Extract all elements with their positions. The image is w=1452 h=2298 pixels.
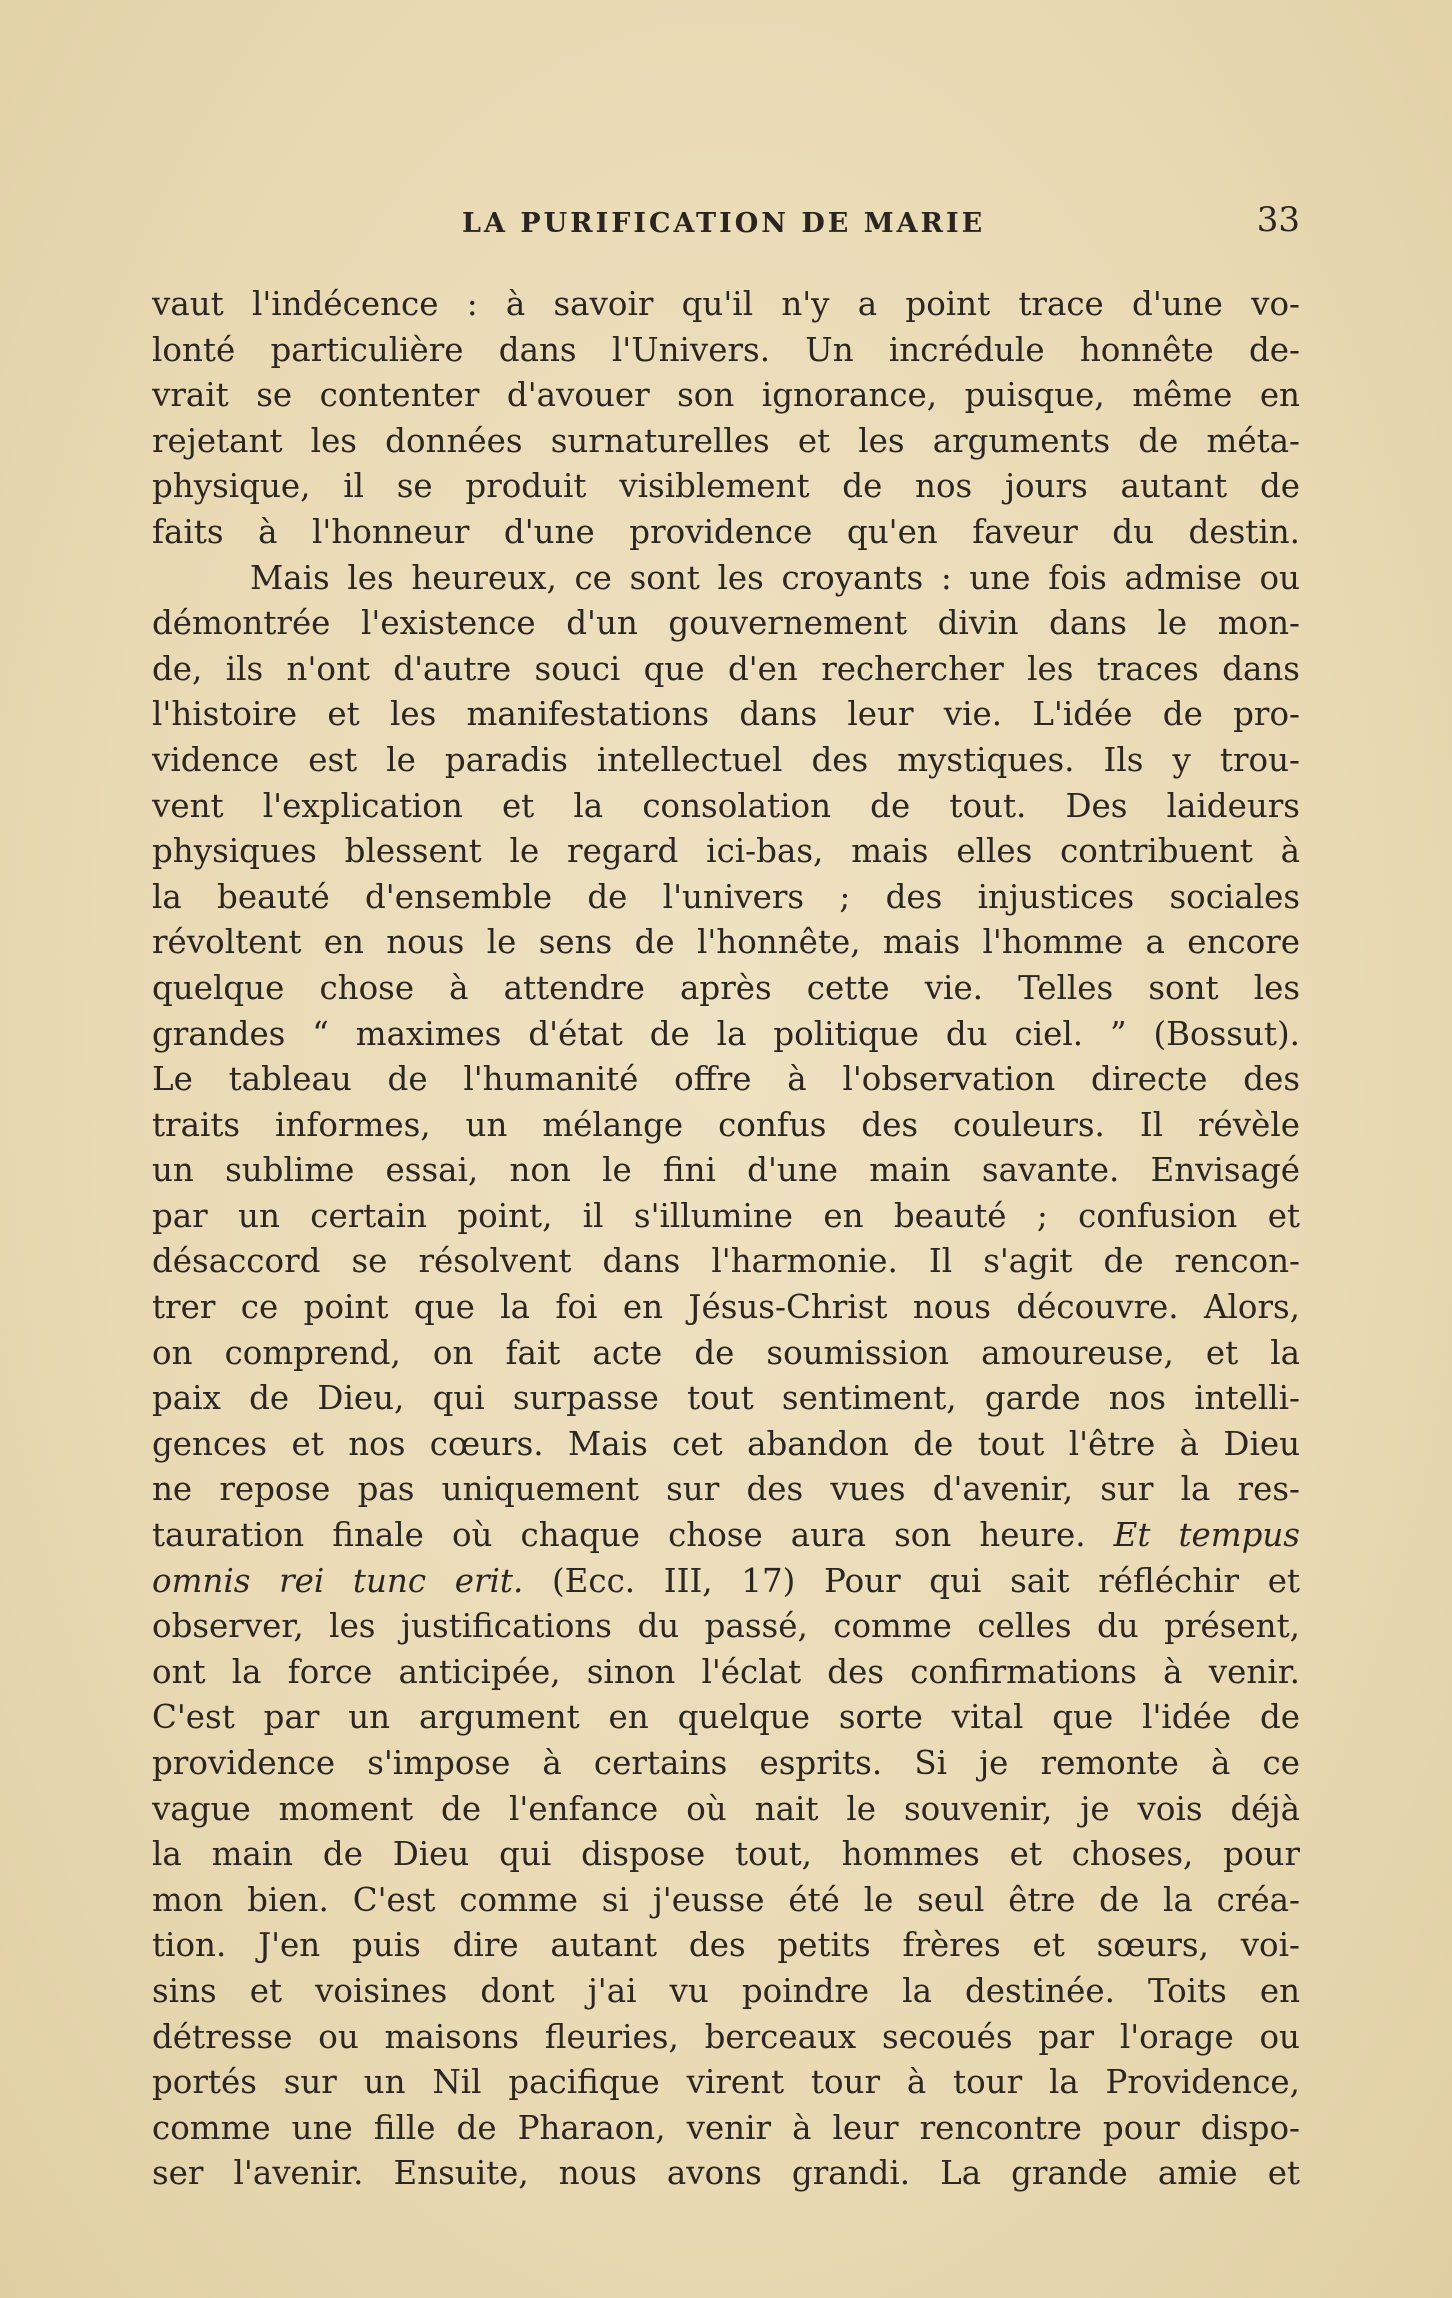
text-line xyxy=(152,1559,1300,1605)
text-line: démontrée l'existence d'un gouvernement divin dans le mon- xyxy=(152,604,1300,643)
text-line: observer, les justifications du passé, comme celles du présent, xyxy=(152,1607,1300,1646)
text-line: la beauté d'ensemble de l'univers ; des injustices sociales xyxy=(152,877,1300,916)
text-line: Le tableau de l'humanité offre à l'observation directe des xyxy=(152,1060,1300,1099)
text-line: vidence est le paradis intellectuel des mystiques. Ils y trou- xyxy=(152,740,1300,779)
latin-quote-part-2: omnis rei tunc erit. xyxy=(152,1561,524,1600)
text-line: providence s'impose à certains esprits. Si je remonte à ce xyxy=(152,1744,1300,1782)
text-line: de, ils n'ont d'autre souci que d'en rechercher les traces dans xyxy=(152,649,1300,688)
text-line: paix de Dieu, qui surpasse tout sentiment, garde nos intelli- xyxy=(152,1379,1300,1418)
text-line: lonté particulière dans l'Univers. Un incrédule honnête de- xyxy=(152,330,1300,369)
text-line: détresse ou maisons fleuries, berceaux secoués par l'orage ou xyxy=(152,2017,1300,2056)
page-header xyxy=(152,200,1300,250)
text-line: trer ce point que la foi en Jésus-Christ nous découvre. Alors, xyxy=(152,1288,1300,1327)
text-line: vrait se contenter d'avouer son ignorance, puisque, même en xyxy=(152,376,1300,415)
text-line: tion. J'en puis dire autant des petits frères et sœurs, voi- xyxy=(152,1926,1300,1965)
text-line: traits informes, un mélange confus des couleurs. Il révèle xyxy=(152,1105,1300,1144)
text-line: faits à l'honneur d'une providence qu'en faveur du destin. xyxy=(152,512,1300,551)
running-head: LA PURIFICATION DE MARIE xyxy=(462,208,986,239)
text-line: vague moment de l'enfance où nait le souvenir, je vois déjà xyxy=(152,1789,1300,1828)
text-line: on comprend, on fait acte de soumission amoureuse, et la xyxy=(152,1333,1300,1372)
text-segment: tauration finale où chaque chose aura son heure. xyxy=(152,1516,1086,1555)
text-line: ser l'avenir. Ensuite, nous avons grandi. La grande amie et xyxy=(152,2154,1300,2193)
text-line: l'histoire et les manifestations dans leur vie. L'idée de pro- xyxy=(152,695,1300,734)
text-line: vent l'explication et la consolation de tout. Des laideurs xyxy=(152,786,1300,825)
body-text xyxy=(152,282,1300,2197)
text-line: grandes “ maximes d'état de la politique du ciel. ” (Bossut). xyxy=(152,1014,1300,1053)
text-line: physiques blessent le regard ici-bas, mais elles contribuent à xyxy=(152,832,1300,871)
text-line: portés sur un Nil pacifique virent tour à tour la Providence, xyxy=(152,2063,1300,2102)
page-number: 33 xyxy=(1256,200,1300,240)
text-line: quelque chose à attendre après cette vie. Telles sont les xyxy=(152,968,1300,1007)
text-line: un sublime essai, non le fini d'une main savante. Envisagé xyxy=(152,1151,1300,1190)
text-line: révoltent en nous le sens de l'honnête, mais l'homme a encore xyxy=(152,923,1300,962)
text-line: sins et voisines dont j'ai vu poindre la destinée. Toits en xyxy=(152,1971,1300,2010)
text-line: la main de Dieu qui dispose tout, hommes et choses, pour xyxy=(152,1835,1300,1874)
text-line: physique, il se produit visiblement de nos jours autant de xyxy=(152,467,1300,506)
text-line: vaut l'indécence : à savoir qu'il n'y a point trace d'une vo- xyxy=(152,285,1300,323)
text-line: désaccord se résolvent dans l'harmonie. Il s'agit de rencon- xyxy=(152,1242,1300,1281)
text-line: rejetant les données surnaturelles et les arguments de méta- xyxy=(152,421,1300,460)
text-segment: (Ecc. III, 17) Pour qui sait réfléchir et xyxy=(523,1561,1300,1600)
text-line: C'est par un argument en quelque sorte vital que l'idée de xyxy=(152,1698,1300,1737)
text-line: gences et nos cœurs. Mais cet abandon de tout l'être à Dieu xyxy=(152,1424,1300,1463)
text-line: Mais les heureux, ce sont les croyants : une fois admise ou xyxy=(250,558,1300,597)
text-line: par un certain point, il s'illumine en beauté ; confusion et xyxy=(152,1196,1300,1235)
text-line xyxy=(152,1513,1300,1559)
text-line: ont la force anticipée, sinon l'éclat des confirmations à venir. xyxy=(152,1652,1300,1691)
text-line: comme une fille de Pharaon, venir à leur rencontre pour dispo- xyxy=(152,2108,1300,2147)
latin-quote-part-1: Et tempus xyxy=(1113,1516,1300,1555)
text-line: ne repose pas uniquement sur des vues d'avenir, sur la res- xyxy=(152,1470,1300,1509)
text-line: mon bien. C'est comme si j'eusse été le seul être de la créa- xyxy=(152,1880,1300,1919)
